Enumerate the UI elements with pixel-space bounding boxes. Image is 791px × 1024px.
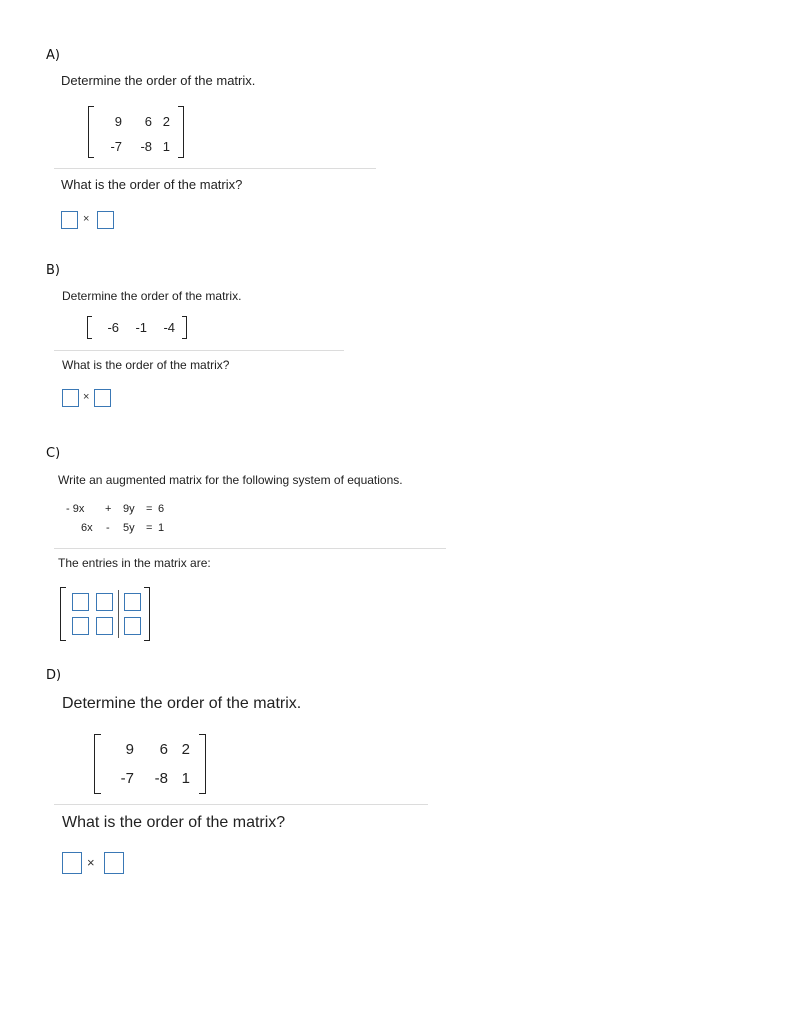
matrix-cell: -8 [140, 139, 152, 154]
section-d-instruction: Determine the order of the matrix. [62, 695, 302, 712]
section-a-question: What is the order of the matrix? [61, 177, 243, 192]
section-b-matrix [87, 316, 187, 339]
section-b-instruction: Determine the order of the matrix. [62, 289, 242, 303]
matrix-cell: 2 [162, 114, 170, 129]
columns-input-b[interactable] [94, 389, 111, 407]
section-a-label: A) [46, 48, 60, 63]
left-bracket [88, 106, 94, 158]
augmented-matrix-input [60, 587, 150, 641]
section-d-matrix [94, 734, 206, 794]
divider [54, 168, 376, 169]
section-c-instruction: Write an augmented matrix for the following system of equations. [58, 473, 403, 487]
divider [54, 350, 344, 351]
section-b-question: What is the order of the matrix? [62, 358, 230, 372]
right-bracket [144, 587, 150, 641]
eq1-operator: + [105, 503, 112, 515]
columns-input-d[interactable] [104, 852, 124, 874]
augmented-entry-2-1[interactable] [72, 617, 89, 635]
augmented-entry-1-1[interactable] [72, 593, 89, 611]
augmented-entry-2-2[interactable] [96, 617, 113, 635]
eq2-operator: - [106, 522, 110, 534]
eq2-term1: 6x [81, 522, 93, 534]
columns-input-a[interactable] [97, 211, 114, 229]
times-symbol: × [83, 213, 90, 225]
section-a-instruction: Determine the order of the matrix. [61, 73, 256, 88]
section-d-question: What is the order of the matrix? [62, 814, 286, 831]
left-bracket [60, 587, 66, 641]
augmented-entry-1-2[interactable] [96, 593, 113, 611]
matrix-cell: -1 [135, 320, 147, 335]
right-bracket [182, 316, 187, 339]
rows-input-b[interactable] [62, 389, 79, 407]
matrix-cell: 6 [144, 114, 152, 129]
rows-input-a[interactable] [61, 211, 78, 229]
section-d-label: D) [46, 668, 62, 683]
eq1-equals: = [146, 503, 153, 515]
right-bracket [178, 106, 184, 158]
section-c-question: The entries in the matrix are: [58, 556, 211, 570]
times-symbol: × [87, 855, 95, 870]
augmented-divider-line [118, 590, 119, 638]
matrix-cell: -8 [154, 770, 168, 787]
eq2-rhs: 1 [158, 522, 165, 534]
augmented-entry-2-3[interactable] [124, 617, 141, 635]
divider [54, 804, 428, 805]
section-c-label: C) [46, 446, 61, 461]
right-bracket [199, 734, 206, 794]
matrix-cell: 9 [125, 741, 134, 758]
rows-input-d[interactable] [62, 852, 82, 874]
equation-system [60, 503, 180, 543]
matrix-cell: -4 [163, 320, 175, 335]
eq1-term2: 9y [123, 503, 135, 515]
divider [54, 548, 446, 549]
matrix-cell: 6 [159, 741, 168, 758]
left-bracket [94, 734, 101, 794]
eq2-term2: 5y [123, 522, 135, 534]
times-symbol: × [83, 391, 90, 403]
eq2-equals: = [146, 522, 153, 534]
left-bracket [87, 316, 92, 339]
matrix-cell: 1 [162, 139, 170, 154]
section-b-label: B) [46, 263, 60, 278]
matrix-cell: 1 [181, 770, 190, 787]
matrix-cell: -6 [107, 320, 119, 335]
eq1-rhs: 6 [158, 503, 165, 515]
augmented-entry-1-3[interactable] [124, 593, 141, 611]
matrix-cell: 9 [114, 114, 122, 129]
matrix-cell: -7 [110, 139, 122, 154]
eq1-term1: - 9x [66, 503, 85, 515]
matrix-cell: -7 [120, 770, 134, 787]
matrix-cell: 2 [181, 741, 190, 758]
section-a-matrix [88, 106, 184, 158]
